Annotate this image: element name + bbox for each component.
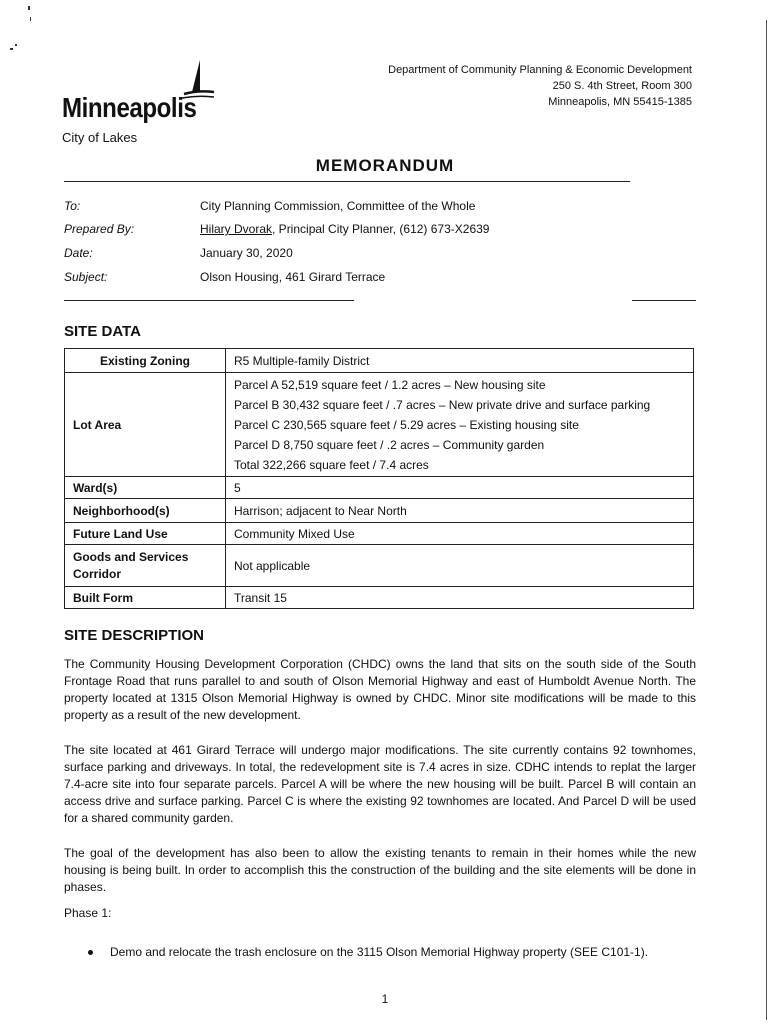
scan-speck — [28, 6, 30, 10]
department-name: Department of Community Planning & Economic Development — [388, 64, 692, 76]
site-description-heading: SITE DESCRIPTION — [64, 627, 205, 644]
ward-value: 5 — [226, 477, 694, 499]
page-number: 1 — [381, 992, 389, 1006]
date-label: Date: — [64, 246, 93, 260]
lot-line-parcel-b: Parcel B 30,432 square feet / .7 acres – New private drive and surface parking — [234, 397, 651, 412]
site-data-table — [64, 348, 694, 609]
table-row — [65, 587, 694, 609]
built-form-label: Built Form — [65, 587, 226, 609]
to-value: City Planning Commission, Committee of the Whole — [200, 199, 476, 213]
memo-title: MEMORANDUM — [315, 156, 455, 175]
goods-services-value: Not applicable — [226, 545, 694, 587]
scan-speck — [30, 17, 31, 21]
city-logo — [62, 58, 222, 148]
neighborhood-value: Harrison; adjacent to Near North — [226, 499, 694, 523]
description-paragraph-2: The site located at 461 Girard Terrace will undergo major modifications. The site currently contains 92 townhomes, surface parking and driveways. In total, the redevelopment site is 7.4 acres in size. CDHC intends to replat the larger 7.4-acre site into four separate parcels. Parcel A will be where the new housing will be built. Parcel B will contain an access drive and surface parking. Parcel C is where the existing 92 townhomes are located. And Parcel D will be used for a shared community garden. — [64, 743, 696, 825]
lot-area-value — [226, 373, 694, 477]
subject-value: Olson Housing, 461 Girard Terrace — [200, 270, 386, 284]
table-row — [65, 477, 694, 499]
lot-line-parcel-d: Parcel D 8,750 square feet / .2 acres – Community garden — [234, 437, 545, 452]
author-title: , Principal City Planner, (612) 673-X2639 — [272, 222, 490, 236]
lot-area-label: Lot Area — [65, 373, 226, 477]
title-divider — [64, 181, 630, 182]
subject-label: Subject: — [64, 270, 108, 284]
bullet-icon — [88, 950, 93, 955]
table-row — [65, 499, 694, 523]
future-land-use-label: Future Land Use — [65, 523, 226, 545]
to-label: To: — [64, 199, 81, 213]
table-row — [65, 349, 694, 373]
prepared-by-value — [200, 222, 489, 236]
street-address: 250 S. 4th Street, Room 300 — [552, 80, 692, 92]
table-row — [65, 523, 694, 545]
header-divider-right — [632, 300, 696, 301]
logo-tagline: City of Lakes — [62, 130, 138, 145]
phase-label: Phase 1: — [64, 906, 112, 920]
description-paragraph-3: The goal of the development has also been to allow the existing tenants to remain in their homes while the new housing is being built. In order to accomplish this the construction of the building and the site elements will be done in phases. — [64, 846, 696, 894]
scan-speck — [15, 44, 17, 46]
goods-services-label: Goods and Services Corridor — [65, 545, 226, 587]
ward-label: Ward(s) — [65, 477, 226, 499]
phase-1-item: Demo and relocate the trash enclosure on the 3115 Olson Memorial Highway property (SEE C101-1). — [110, 945, 649, 959]
header-divider-left — [64, 300, 354, 301]
description-paragraph-1: The Community Housing Development Corporation (CHDC) owns the land that sits on the south side of the South Frontage Road that runs parallel to and south of Olson Memorial Highway and east of Humboldt Avenue North. The property located at 1315 Olson Memorial Highway is owned by CHDC. Minor site modifications will be made to this property as a result of the new development. — [64, 657, 696, 722]
lot-line-parcel-a: Parcel A 52,519 square feet / 1.2 acres – New housing site — [234, 377, 546, 392]
department-address — [388, 62, 692, 110]
site-data-heading: SITE DATA — [64, 323, 141, 340]
future-land-use-value: Community Mixed Use — [226, 523, 694, 545]
table-row — [65, 373, 694, 477]
zoning-value: R5 Multiple-family District — [226, 349, 694, 373]
lot-line-parcel-c: Parcel C 230,565 square feet / 5.29 acres – Existing housing site — [234, 417, 579, 432]
date-value: January 30, 2020 — [200, 246, 293, 260]
neighborhood-label: Neighborhood(s) — [65, 499, 226, 523]
table-row — [65, 545, 694, 587]
logo-wordmark: Minneapolis — [62, 92, 197, 123]
city-state-zip: Minneapolis, MN 55415-1385 — [548, 96, 692, 108]
scan-speck — [10, 48, 13, 50]
built-form-value: Transit 15 — [226, 587, 694, 609]
zoning-label: Existing Zoning — [65, 349, 226, 373]
author-link[interactable]: Hilary Dvorak — [200, 222, 273, 236]
prepared-by-label: Prepared By: — [64, 222, 135, 236]
lot-line-total: Total 322,266 square feet / 7.4 acres — [234, 457, 429, 472]
